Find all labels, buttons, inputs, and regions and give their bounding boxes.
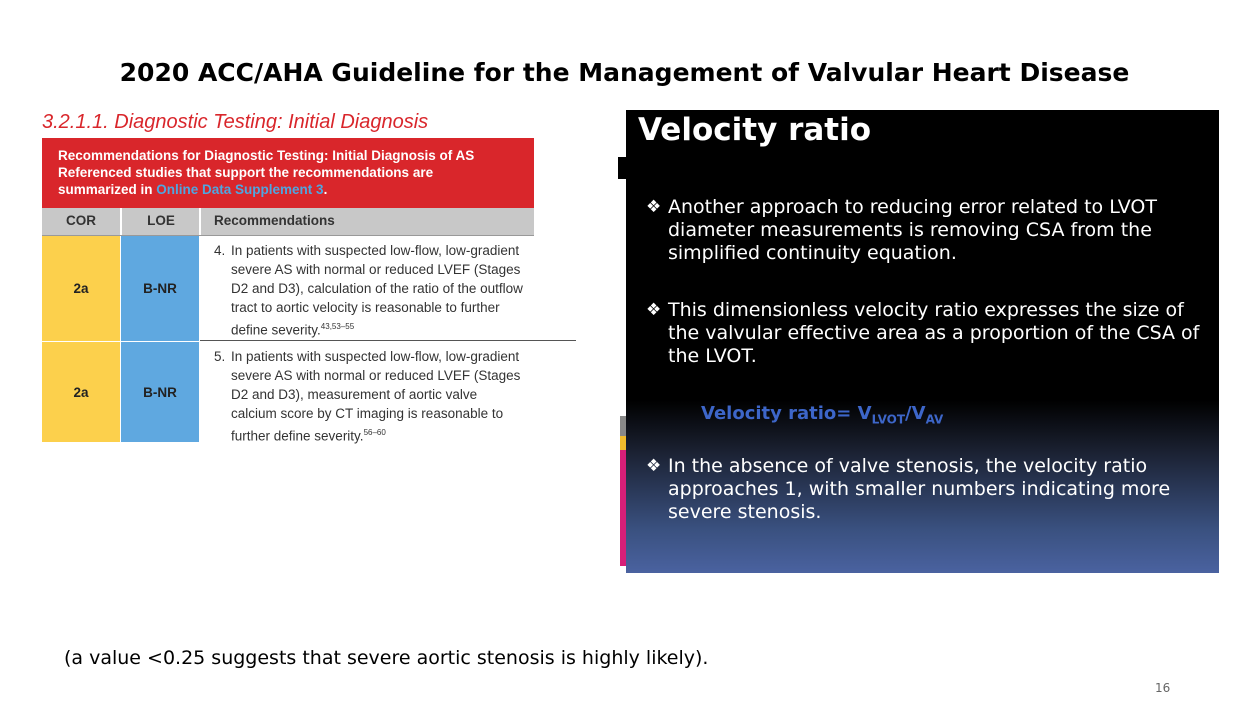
footnote: (a value <0.25 suggests that severe aortic stenosis is highly likely). — [64, 647, 709, 669]
column-loe: LOE — [147, 213, 175, 228]
bullet-text: This dimensionless velocity ratio expresses the size of the valvular effective area as a proportion of the CSA of the LVOT. — [668, 299, 1200, 367]
page-number: 16 — [1155, 681, 1171, 695]
rec-header-line2: Referenced studies that support the recommendations are — [58, 165, 434, 180]
bullet-item — [646, 299, 1206, 368]
table-row — [42, 342, 534, 442]
recommendations-header — [42, 138, 534, 208]
diamond-bullet-icon: ❖ — [646, 197, 662, 217]
diamond-bullet-icon: ❖ — [646, 456, 662, 476]
loe-cell: B-NR — [121, 236, 199, 341]
data-supplement-link[interactable]: Online Data Supplement 3 — [156, 182, 324, 197]
cor-cell: 2a — [42, 342, 120, 442]
bullet-text: Another approach to reducing error related to LVOT diameter measurements is removing CSA from the simplified continuity equation. — [668, 196, 1157, 264]
recommendation-body: In patients with suspected low-flow, low-gradient severe AS with normal or reduced LVEF (Stages D2 and D3), calculation of the ratio of the outflow tract to aortic velocity is reasonable to further define severity. — [231, 243, 523, 338]
rec-header-suffix: . — [323, 182, 328, 197]
loe-cell: B-NR — [121, 342, 199, 442]
recommendation-text — [214, 241, 524, 340]
recommendation-number: 4. — [214, 243, 226, 258]
table-column-header — [42, 208, 534, 236]
recommendation-number: 5. — [214, 349, 226, 364]
bullet-item — [646, 196, 1206, 265]
velocity-ratio-formula: Velocity ratio= $V_{LVOT}/V_{AV}$ — [701, 403, 944, 427]
recommendation-body: In patients with suspected low-flow, low-gradient severe AS with normal or reduced LVEF (Stages D2 and D3), measurement of aortic valve calcium score by CT imaging is reasonable to further define severity. — [231, 349, 521, 444]
reference-superscript: 43,53–55 — [320, 322, 355, 331]
column-recommendations: Recommendations — [214, 213, 335, 228]
row-divider — [200, 340, 576, 341]
bullet-item — [646, 455, 1206, 524]
reference-superscript: 56–60 — [363, 428, 386, 437]
recommendation-text — [214, 347, 524, 446]
panel-title: Velocity ratio — [638, 112, 872, 148]
column-divider — [199, 208, 201, 235]
cor-cell: 2a — [42, 236, 120, 341]
diamond-bullet-icon: ❖ — [646, 300, 662, 320]
table-row — [42, 236, 534, 341]
rec-header-line1: Recommendations for Diagnostic Testing: Initial Diagnosis of AS — [58, 148, 475, 163]
slide-title: 2020 ACC/AHA Guideline for the Management of Valvular Heart Disease — [119, 58, 1130, 87]
bullet-text: In the absence of valve stenosis, the velocity ratio approaches 1, with smaller numbers indicating more severe stenosis. — [668, 455, 1171, 523]
column-cor: COR — [66, 213, 96, 228]
section-heading: 3.2.1.1. Diagnostic Testing: Initial Diagnosis — [42, 111, 429, 133]
rec-header-line3 — [58, 181, 518, 198]
rec-header-prefix: summarized in — [58, 182, 157, 197]
